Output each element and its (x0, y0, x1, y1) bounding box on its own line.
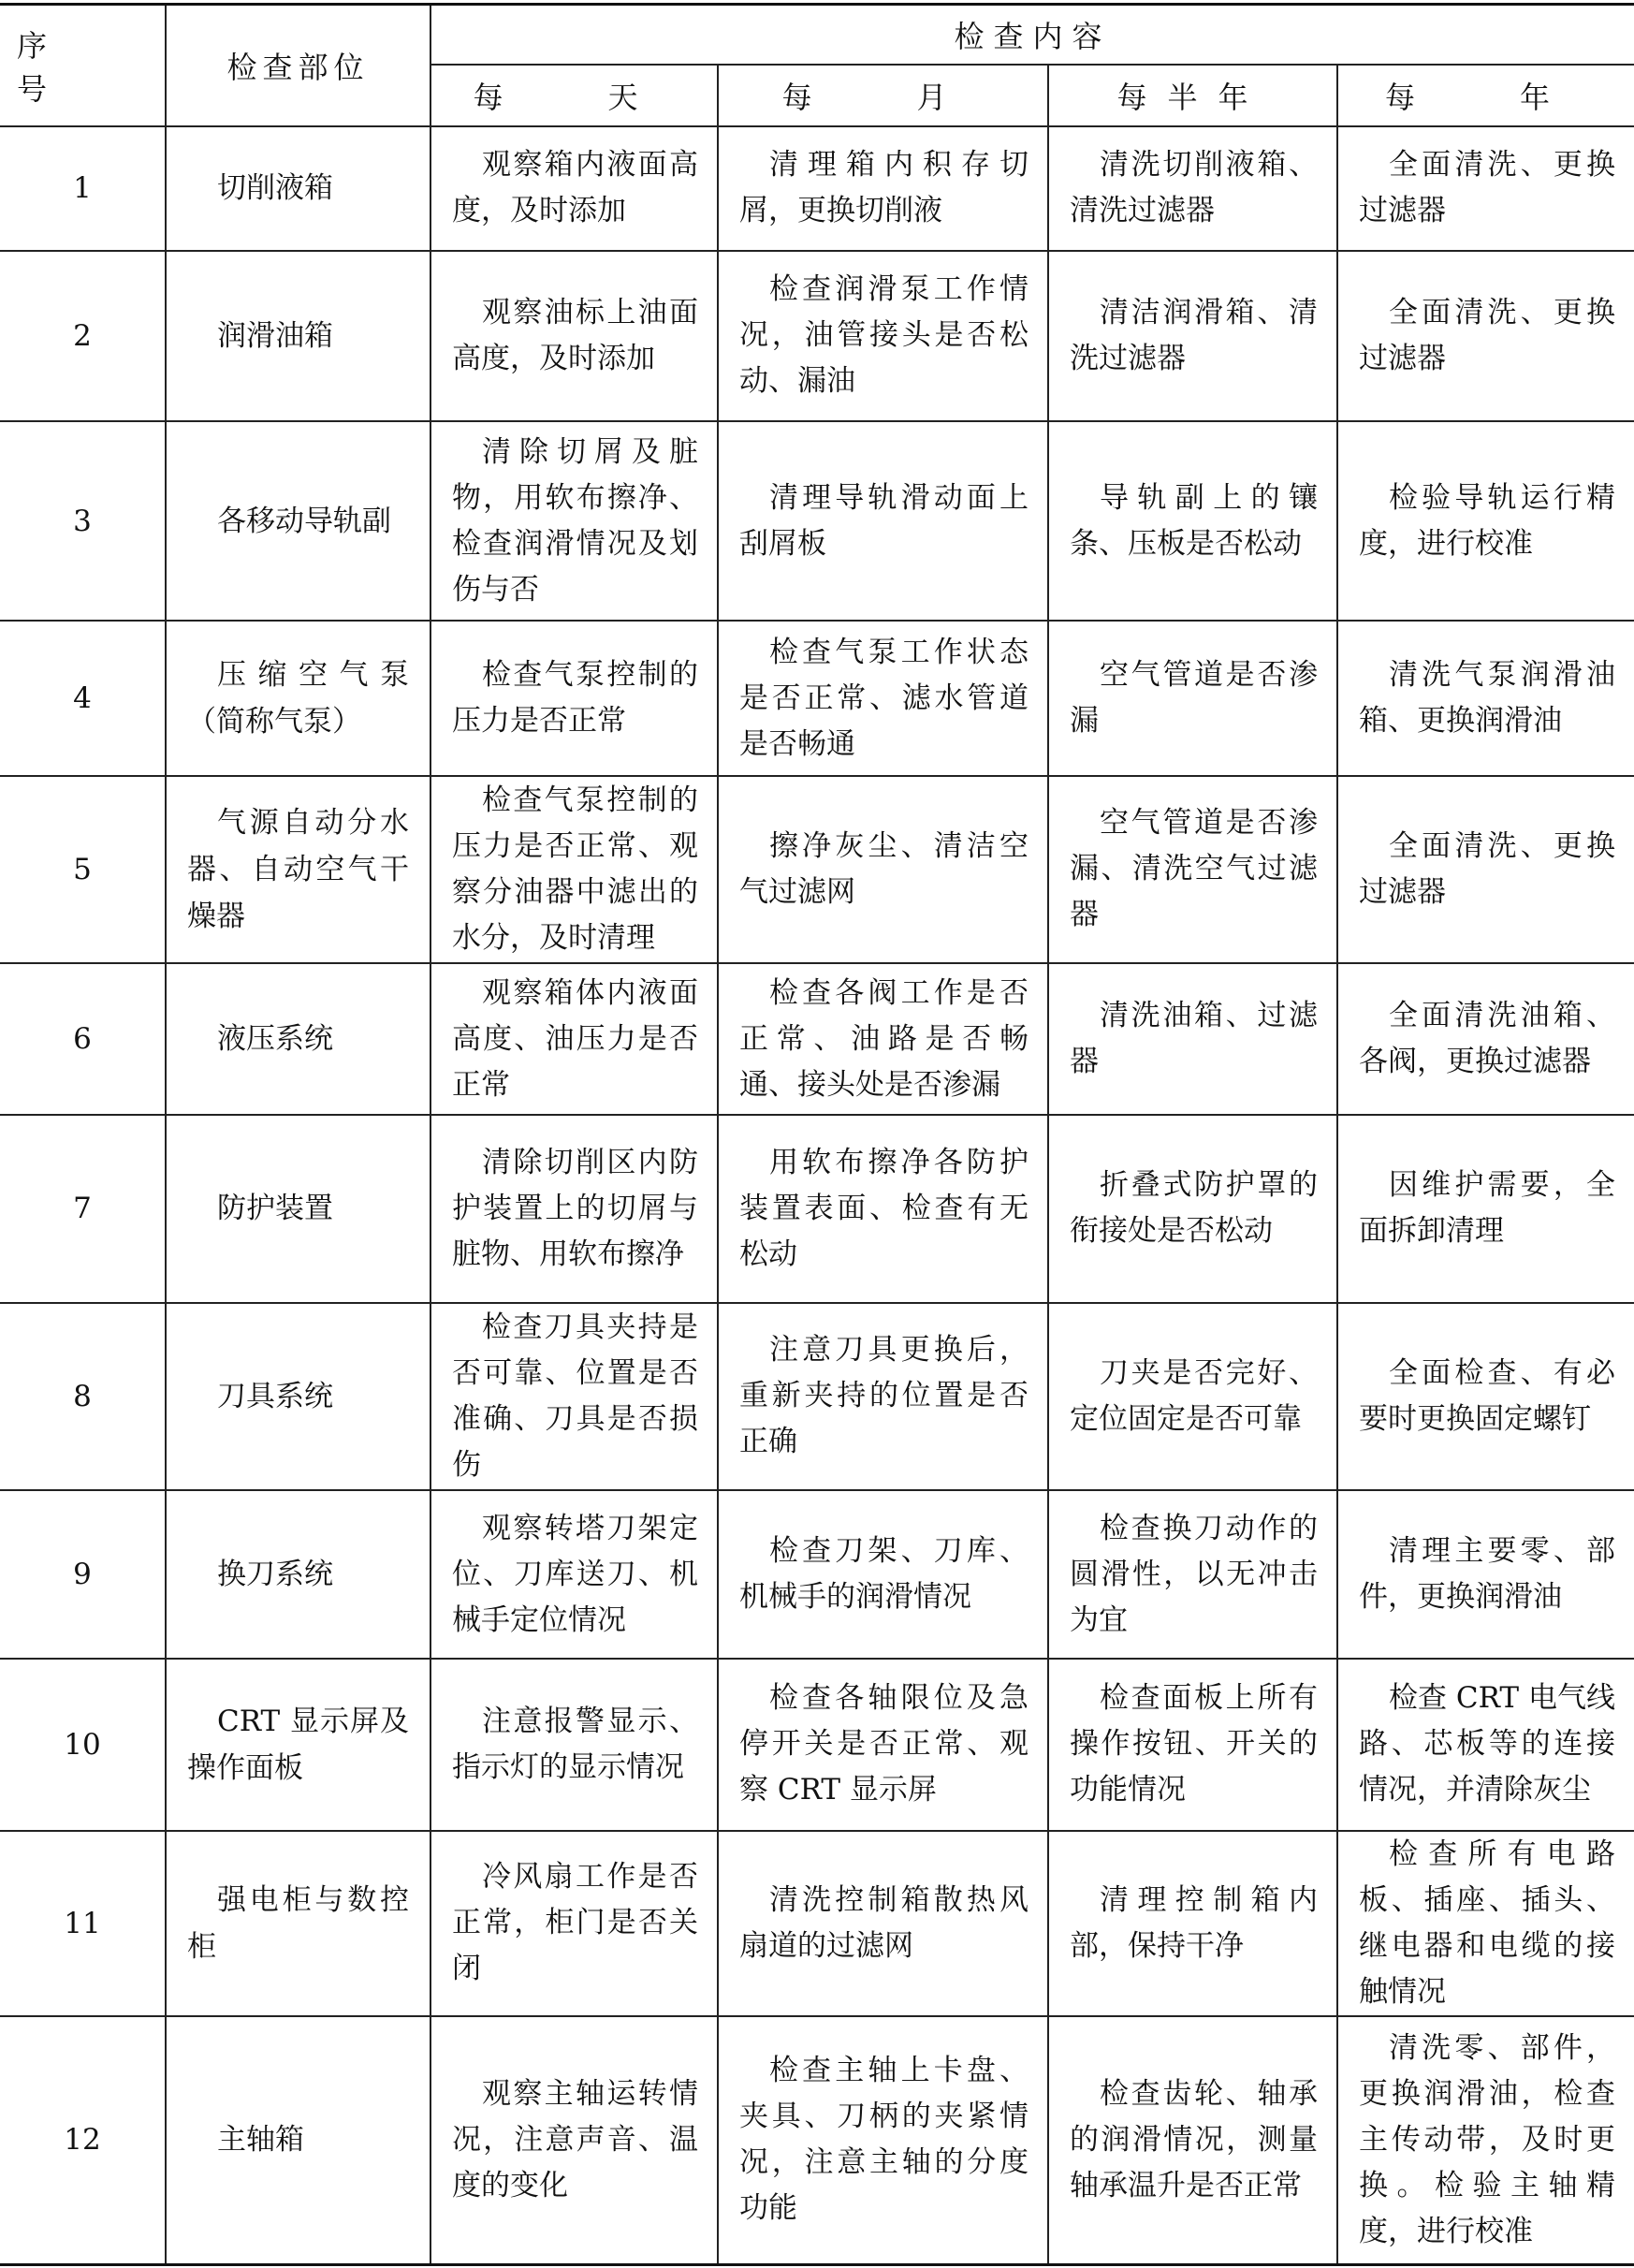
row-daily: 观察转塔刀架定位、刀库送刀、机械手定位情况 (430, 1490, 718, 1659)
row-daily: 检查气泵控制的压力是否正常、观察分油器中滤出的水分，及时清理 (430, 776, 718, 963)
row-yearly: 清洗零、部件，更换润滑油，检查主传动带，及时更换。检验主轴精度，进行校准 (1337, 2016, 1634, 2265)
row-half-year: 空气管道是否渗漏 (1048, 621, 1337, 775)
table-row (0, 963, 1634, 1115)
row-monthly: 检查气泵工作状态是否正常、滤水管道是否畅通 (718, 621, 1048, 775)
row-daily: 冷风扇工作是否正常，柜门是否关闭 (430, 1831, 718, 2016)
row-yearly: 因维护需要，全面拆卸清理 (1337, 1115, 1634, 1302)
table-row (0, 776, 1634, 963)
row-number: 8 (0, 1303, 166, 1490)
row-daily: 观察箱内液面高度，及时添加 (430, 126, 718, 251)
row-monthly: 擦净灰尘、清洁空气过滤网 (718, 776, 1048, 963)
row-half-year: 导轨副上的镶条、压板是否松动 (1048, 421, 1337, 621)
table-row (0, 1831, 1634, 2016)
row-half-year: 清洗油箱、过滤器 (1048, 963, 1337, 1115)
row-yearly: 全面清洗油箱、各阀，更换过滤器 (1337, 963, 1634, 1115)
row-half-year: 清洗切削液箱、清洗过滤器 (1048, 126, 1337, 251)
row-monthly: 检查主轴上卡盘、夹具、刀柄的夹紧情况，注意主轴的分度功能 (718, 2016, 1048, 2265)
row-monthly: 检查各阀工作是否正常、油路是否畅通、接头处是否渗漏 (718, 963, 1048, 1115)
row-monthly: 检查润滑泵工作情况，油管接头是否松动、漏油 (718, 251, 1048, 421)
row-half-year: 空气管道是否渗漏、清洗空气过滤器 (1048, 776, 1337, 963)
row-yearly: 检查 CRT 电气线路、芯板等的连接情况，并清除灰尘 (1337, 1659, 1634, 1830)
row-number: 2 (0, 251, 166, 421)
row-part: 气源自动分水器、自动空气干燥器 (166, 776, 430, 963)
row-yearly: 检查所有电路板、插座、插头、继电器和电缆的接触情况 (1337, 1831, 1634, 2016)
row-number: 12 (0, 2016, 166, 2265)
row-number: 5 (0, 776, 166, 963)
row-monthly: 清理导轨滑动面上刮屑板 (718, 421, 1048, 621)
row-number: 11 (0, 1831, 166, 2016)
row-half-year: 检查换刀动作的圆滑性，以无冲击为宜 (1048, 1490, 1337, 1659)
row-daily: 检查刀具夹持是否可靠、位置是否准确、刀具是否损伤 (430, 1303, 718, 1490)
row-part: 切削液箱 (166, 126, 430, 251)
row-daily: 观察主轴运转情况，注意声音、温度的变化 (430, 2016, 718, 2265)
row-half-year: 清理控制箱内部，保持干净 (1048, 1831, 1337, 2016)
row-yearly: 全面清洗、更换过滤器 (1337, 251, 1634, 421)
inspection-table (0, 3, 1634, 2266)
table-row (0, 251, 1634, 421)
row-monthly: 清洗控制箱散热风扇道的过滤网 (718, 1831, 1048, 2016)
header-part: 检查部位 (166, 5, 430, 126)
row-part: 压缩空气泵（简称气泵） (166, 621, 430, 775)
row-monthly: 用软布擦净各防护装置表面、检查有无松动 (718, 1115, 1048, 1302)
header-yearly: 每 年 (1337, 65, 1634, 126)
table-row (0, 1490, 1634, 1659)
row-yearly: 清理主要零、部件，更换润滑油 (1337, 1490, 1634, 1659)
row-number: 1 (0, 126, 166, 251)
table-row (0, 2016, 1634, 2265)
row-half-year: 刀夹是否完好、定位固定是否可靠 (1048, 1303, 1337, 1490)
row-daily: 清除切屑及脏物，用软布擦净、检查润滑情况及划伤与否 (430, 421, 718, 621)
table-row (0, 1659, 1634, 1830)
row-part: CRT 显示屏及操作面板 (166, 1659, 430, 1830)
row-part: 主轴箱 (166, 2016, 430, 2265)
row-yearly: 全面检查、有必要时更换固定螺钉 (1337, 1303, 1634, 1490)
row-half-year: 检查面板上所有操作按钮、开关的功能情况 (1048, 1659, 1337, 1830)
row-yearly: 全面清洗、更换过滤器 (1337, 126, 1634, 251)
row-number: 9 (0, 1490, 166, 1659)
row-daily: 观察油标上油面高度，及时添加 (430, 251, 718, 421)
row-daily: 观察箱体内液面高度、油压力是否正常 (430, 963, 718, 1115)
header-content: 检查内容 (430, 5, 1634, 65)
row-yearly: 检验导轨运行精度，进行校准 (1337, 421, 1634, 621)
row-monthly: 清理箱内积存切屑，更换切削液 (718, 126, 1048, 251)
table-row (0, 421, 1634, 621)
header-daily: 每 天 (430, 65, 718, 126)
row-yearly: 清洗气泵润滑油箱、更换润滑油 (1337, 621, 1634, 775)
row-monthly: 注意刀具更换后，重新夹持的位置是否正确 (718, 1303, 1048, 1490)
row-daily: 注意报警显示、指示灯的显示情况 (430, 1659, 718, 1830)
row-number: 6 (0, 963, 166, 1115)
table-row (0, 621, 1634, 775)
table-row (0, 126, 1634, 251)
row-part: 强电柜与数控柜 (166, 1831, 430, 2016)
row-daily: 清除切削区内防护装置上的切屑与脏物、用软布擦净 (430, 1115, 718, 1302)
row-part: 润滑油箱 (166, 251, 430, 421)
row-half-year: 检查齿轮、轴承的润滑情况，测量轴承温升是否正常 (1048, 2016, 1337, 2265)
row-half-year: 折叠式防护罩的衔接处是否松动 (1048, 1115, 1337, 1302)
row-monthly: 检查各轴限位及急停开关是否正常、观察 CRT 显示屏 (718, 1659, 1048, 1830)
header-index: 序 号 (0, 5, 166, 126)
header-monthly: 每 月 (718, 65, 1048, 126)
header-half-year: 每半年 (1048, 65, 1337, 126)
table-row (0, 1115, 1634, 1302)
row-number: 10 (0, 1659, 166, 1830)
row-number: 7 (0, 1115, 166, 1302)
row-number: 3 (0, 421, 166, 621)
row-part: 防护装置 (166, 1115, 430, 1302)
row-part: 刀具系统 (166, 1303, 430, 1490)
row-number: 4 (0, 621, 166, 775)
row-part: 液压系统 (166, 963, 430, 1115)
row-yearly: 全面清洗、更换过滤器 (1337, 776, 1634, 963)
table-row (0, 1303, 1634, 1490)
row-monthly: 检查刀架、刀库、机械手的润滑情况 (718, 1490, 1048, 1659)
row-part: 换刀系统 (166, 1490, 430, 1659)
row-part: 各移动导轨副 (166, 421, 430, 621)
row-daily: 检查气泵控制的压力是否正常 (430, 621, 718, 775)
row-half-year: 清洁润滑箱、清洗过滤器 (1048, 251, 1337, 421)
